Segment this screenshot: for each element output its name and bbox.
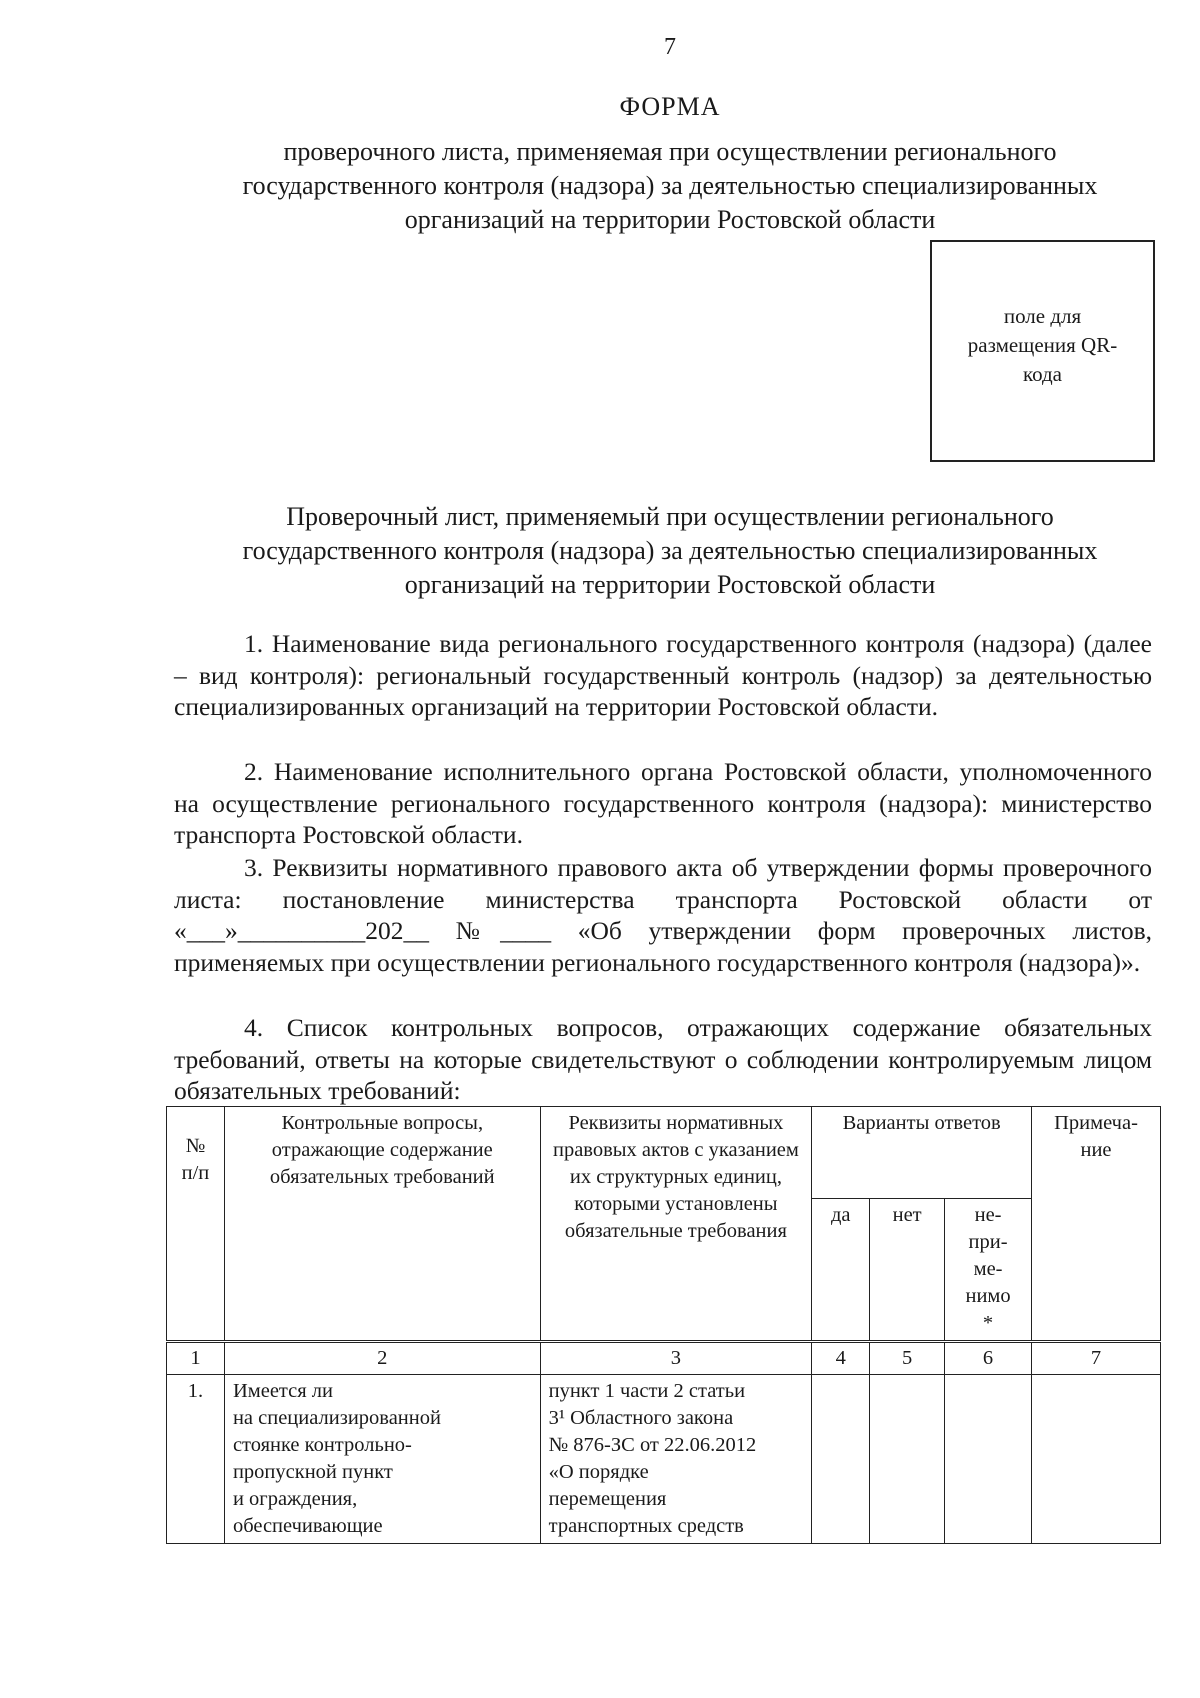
header-questions: Контрольные вопросы, отражающие содержание обязательных требований (224, 1107, 540, 1342)
note-cell[interactable] (1032, 1375, 1161, 1544)
question-line: и ограждения, (232, 1488, 358, 1510)
form-subtitle (160, 135, 1180, 237)
paragraph-question-list: 4. Список контрольных вопросов, отражающих содержание обязательных требований, ответы на которые свидетельствуют о соблюдении контролируемым лицом обязательных требований: (174, 1013, 1152, 1105)
requisite-line: перемещения (548, 1488, 667, 1510)
row-number: 1. (167, 1375, 225, 1544)
page-number: 7 (664, 34, 676, 60)
qr-label-line: размещения QR- (967, 333, 1118, 357)
header-not-applicable: не-при-ме-нимо * (945, 1199, 1032, 1342)
checklist-title-line: Проверочный лист, применяемый при осуществлении регионального (286, 502, 1054, 531)
requisite-line: 3¹ Областного закона (548, 1407, 734, 1429)
question-line: стоянке контрольно- (232, 1434, 412, 1456)
paragraph-control-type: 1. Наименование вида регионального государственного контроля (надзора) (далее – вид контроля): региональный государственный контроль (надзор) за деятельностью специализированных организаций на территории Ростовской области. (174, 629, 1152, 721)
checklist-title-line: государственного контроля (надзора) за деятельностью специализированных (242, 536, 1098, 565)
requisite-line: пункт 1 части 2 статьи (548, 1380, 746, 1402)
header-number: № п/п (167, 1107, 225, 1342)
question-line: обеспечивающие (232, 1515, 383, 1537)
paragraph-executive-body: 2. Наименование исполнительного органа Ростовской области, уполномоченного на осуществление регионального государственного контроля (надзора): министерство транспорта Ростовской области. (174, 757, 1152, 849)
qr-label-line: поле для (1003, 304, 1082, 328)
header-answer-options: Варианты ответов (812, 1107, 1032, 1199)
column-number: 1 (167, 1342, 225, 1375)
row-requisites (540, 1375, 812, 1544)
header-requisites: Реквизиты нормативных правовых актов с указанием их структурных единиц, которыми установлены обязательные требования (540, 1107, 812, 1342)
question-line: на специализированной (232, 1407, 441, 1429)
checklist-title (160, 500, 1180, 602)
form-title: ФОРМА (619, 92, 721, 121)
column-number: 3 (540, 1342, 812, 1375)
header-no: нет (870, 1199, 945, 1342)
requisite-line: транспортных средств (548, 1515, 744, 1537)
checklist-title-line: организаций на территории Ростовской области (404, 570, 936, 599)
form-subtitle-line: проверочного листа, применяемая при осуществлении регионального (283, 137, 1057, 166)
form-subtitle-line: организаций на территории Ростовской области (404, 205, 936, 234)
qr-code-label (932, 302, 1153, 389)
row-question (224, 1375, 540, 1544)
answer-not-applicable-cell[interactable] (945, 1375, 1032, 1544)
checklist-table (166, 1106, 1161, 1544)
column-number: 4 (812, 1342, 870, 1375)
question-line: Имеется ли (232, 1380, 333, 1402)
qr-label-line: кода (1022, 362, 1063, 386)
table-row (167, 1375, 1161, 1544)
column-number: 2 (224, 1342, 540, 1375)
column-number-row (167, 1342, 1161, 1375)
column-number: 6 (945, 1342, 1032, 1375)
column-number: 7 (1032, 1342, 1161, 1375)
question-line: пропускной пункт (232, 1461, 393, 1483)
qr-code-placeholder (930, 240, 1155, 462)
answer-no-cell[interactable] (870, 1375, 945, 1544)
form-subtitle-line: государственного контроля (надзора) за деятельностью специализированных (242, 171, 1098, 200)
header-note: Примеча-ние (1032, 1107, 1161, 1342)
answer-yes-cell[interactable] (812, 1375, 870, 1544)
requisite-line: «О порядке (548, 1461, 649, 1483)
header-yes: да (812, 1199, 870, 1342)
column-number: 5 (870, 1342, 945, 1375)
paragraph-legal-act: 3. Реквизиты нормативного правового акта об утверждении формы проверочного листа: постановление министерства транспорта Ростовской области от «___»__________202__ №____ «Об утверждении форм проверочных листов, применяемых при осуществлении регионального государственного контроля (надзора)». (174, 853, 1152, 977)
requisite-line: № 876-ЗС от 22.06.2012 (548, 1434, 757, 1456)
